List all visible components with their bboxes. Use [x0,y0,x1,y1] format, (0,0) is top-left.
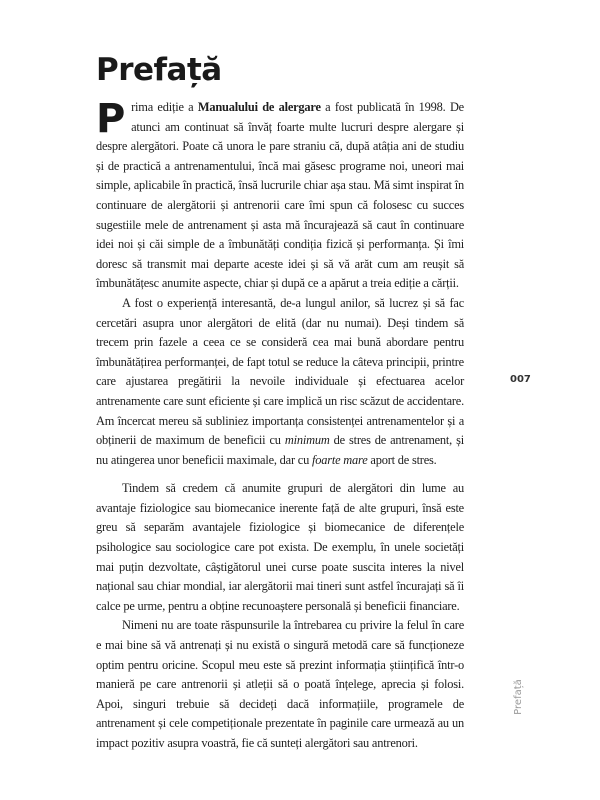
paragraph-1-text-rest: a fost publicată în 1998. De atunci am continuat să învăț foarte multe lucruri despre alergare și despre alergători. Poate că unora le pare straniu că, după atâția ani de studiu și de practică a antrenamentului, încă mai găsesc programe noi, uneori mai simple, aplicabile în practică, însă lucrurile chiar așa stau. Mă simt inspirat în continuare de alergătorii și antrenorii care îmi spun că folosesc cu succes sugestiile mele de antrenament și asta mă încurajează să caut în continuare idei noi și căi simple de a îmbunătăți condiția fizică și performanța. Și îmi doresc să transmit mai departe aceste idei și să vă arăt cum am reușit să îmbunătățesc anumite aspecte, chiar și după ce a apărut a treia ediție a cărții. [96,100,464,291]
chapter-body [96,98,464,754]
running-head: Prefață [513,679,524,715]
paragraph-2-text-1: A fost o experiență interesantă, de-a lungul anilor, să lucrez și să fac cercetări asupra unor alergători de elită (dar nu numai). Deși tindem să trecem prin fazele a ceea ce se consideră cea mai bună abordare pentru îmbunătățirea performanței, de fapt totul se reduce la câteva principii, printre care ajustarea pregătirii la nevoile individuale și efectuarea acelor antrenamente care sunt eficiente și care implică un risc scăzut de accidentare. Am încercat mereu să subliniez importanța consistenței antrenamentelor și a obținerii de maximum de beneficii cu [96,295,464,448]
emphasis-minimum: minimum [284,433,330,448]
paragraph-2-text-2: de stres de antrenament, și nu atingerea unor beneficii maximale, dar cu [96,433,464,467]
paragraph-2-text-3: aport de stres. [367,452,437,467]
paragraph-1-text-start: rima ediție a [131,100,198,114]
paragraph-3: Tindem să credem că anumite grupuri de alergători din lume au avantaje fiziologice sau biomecanice inerente față de alte grupuri, însă este greu să separăm avantajele fiziologice și biomecanice de diferențele psihologice sau sociologice care pot exista. De exemplu, în unele societăți mai puțin dezvoltate, câștigătorul unei curse poate suscita interes la nivel național sau chiar mondial, iar alergătorii mai tineri sunt astfel încurajați să îi calce pe urme, pentru a obține recunoaștere personală și beneficii financiare. [96,481,464,613]
drop-cap: P [96,96,126,142]
emphasis-foarte-mare: foarte mare [312,452,368,467]
paragraph-1 [96,98,464,294]
paragraph-4: Nimeni nu are toate răspunsurile la întrebarea cu privire la felul în care e mai bine să vă antrenați și nu există o singură metodă care să funcționeze optim pentru oricine. Scopul meu este să prezint informația științifică într-o manieră pe care antrenorii și atleții să o poată înțelege, aprecia și folosi. Apoi, singuri trebuie să decideți dacă informațiile, programele de antrenament și cele competiționale prezentate în paginile care urmează au un impact pozitiv asupra voastră, fie că sunteți alergători sau antrenori. [96,618,464,750]
paragraph-2 [96,294,464,470]
chapter-title: Prefață [96,52,222,88]
book-title-bold: Manualului de alergare [197,100,321,114]
page-number: 007 [510,374,531,385]
